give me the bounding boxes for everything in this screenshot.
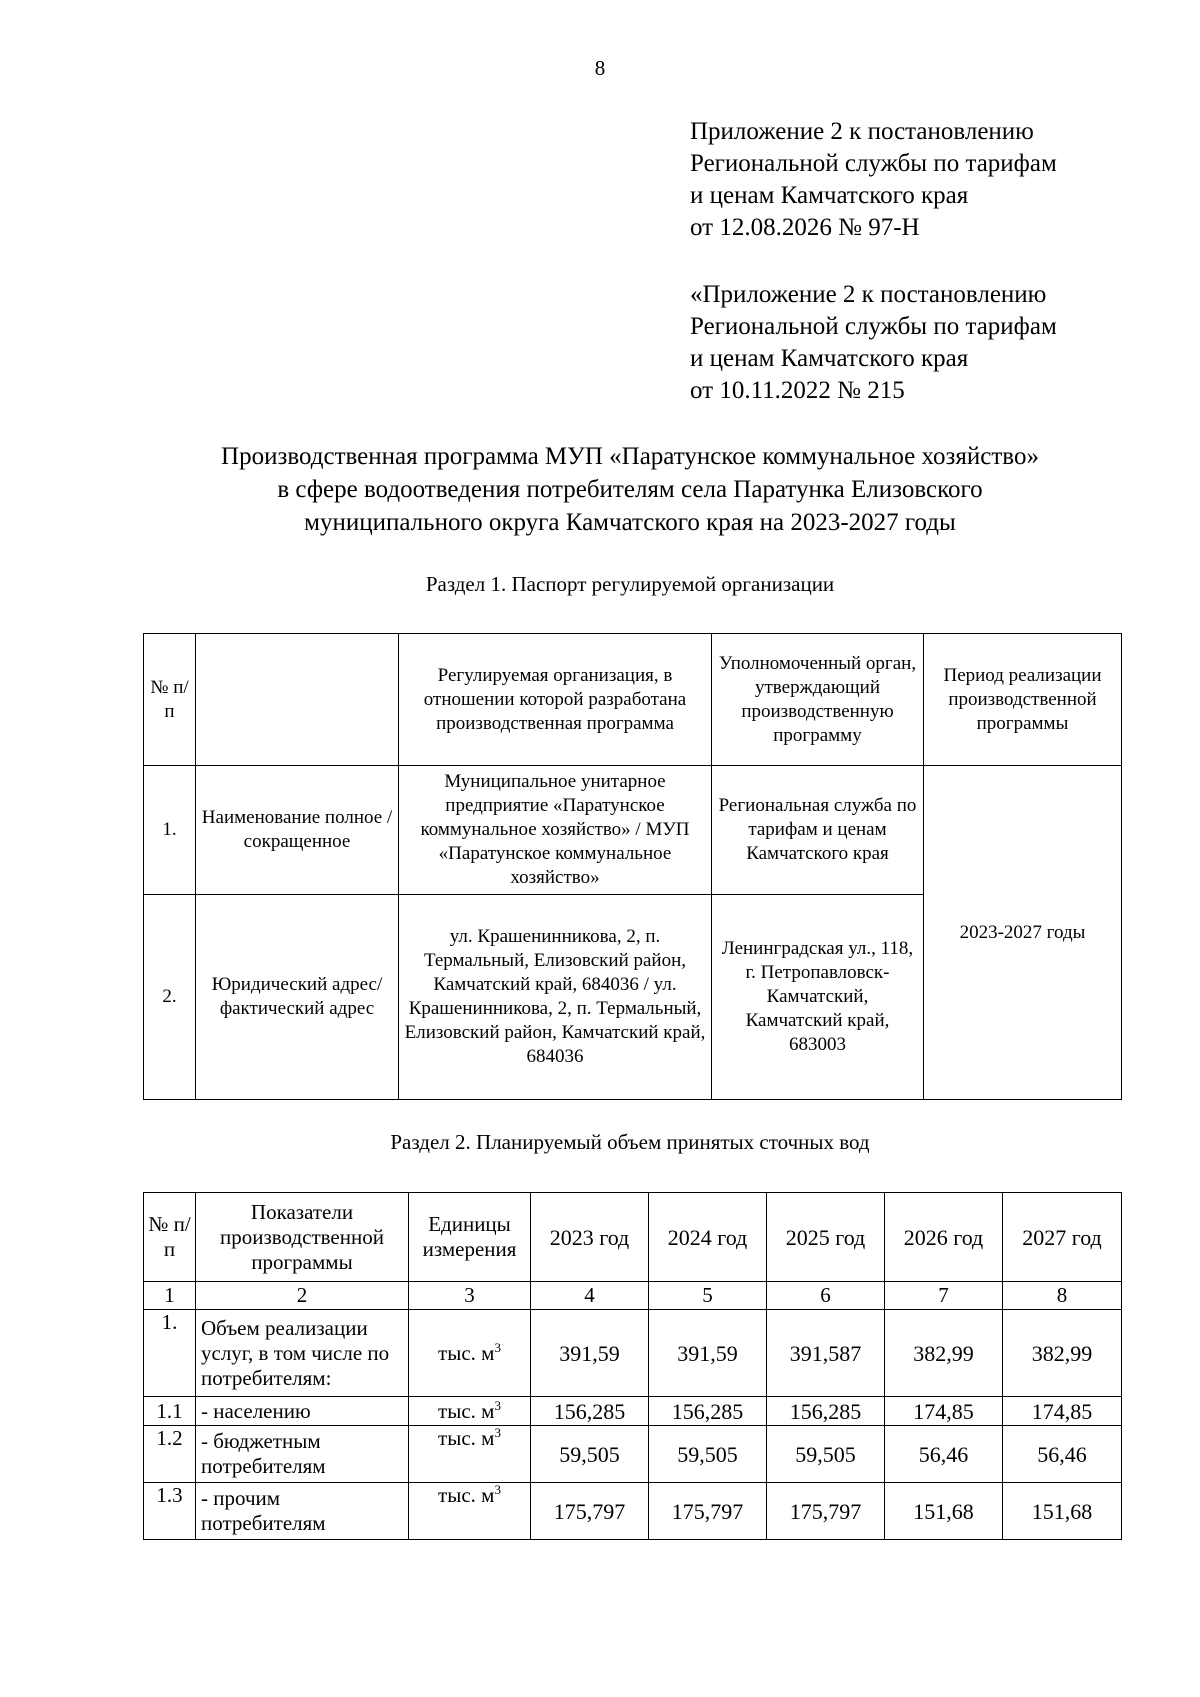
row-value: 391,59 [531,1310,649,1397]
appendix-header-old [690,279,1057,407]
row-value: 59,505 [531,1426,649,1483]
document-title [100,440,1160,539]
row-value: 56,46 [1003,1426,1122,1483]
appendix-line: Региональной службы по тарифам [690,313,1057,340]
column-number: 6 [767,1282,885,1310]
table-header-row [144,634,1122,766]
table-row [144,1397,1122,1426]
row-value: 156,285 [649,1397,767,1426]
row-value: 156,285 [531,1397,649,1426]
row-indicator: - прочим потребителям [196,1483,409,1540]
unit-sup: 3 [494,1339,501,1355]
row-num: 1. [144,1310,196,1397]
row-value: 156,285 [767,1397,885,1426]
header-indicator: Показатели производственной программы [196,1193,409,1282]
row-value: 151,68 [885,1483,1003,1540]
row-unit [409,1426,531,1483]
column-number: 7 [885,1282,1003,1310]
header-unit: Единицы измерения [409,1193,531,1282]
row-unit [409,1397,531,1426]
title-line: муниципального округа Камчатского края на 2023-2027 годы [304,509,956,536]
unit-sup: 3 [494,1482,501,1497]
row-indicator: Объем реализации услуг, в том числе по потребителям: [196,1310,409,1397]
header-num: № п/п [144,1193,196,1282]
header-authority: Уполномоченный орган, утверждающий производственную программу [712,634,924,766]
unit-text: тыс. м [438,1426,495,1450]
section2-title: Раздел 2. Планируемый объем принятых сточных вод [390,1130,870,1154]
unit-text: тыс. м [438,1398,495,1423]
header-empty [196,634,399,766]
row-value: 175,797 [531,1483,649,1540]
row-value: 382,99 [1003,1310,1122,1397]
column-number: 4 [531,1282,649,1310]
row-value: 391,587 [767,1310,885,1397]
unit-sup: 3 [494,1425,501,1440]
row-indicator: - бюджетным потребителям [196,1426,409,1483]
header-period: Период реализации производственной программы [924,634,1122,766]
volume-table [143,1192,1122,1540]
table-row [144,1426,1122,1483]
column-number: 3 [409,1282,531,1310]
unit-text: тыс. м [438,1483,495,1507]
row-value: 175,797 [649,1483,767,1540]
row-org: ул. Крашенинникова, 2, п. Термальный, Елизовский район, Камчатский край, 684036 / ул. Крашенинникова, 2, п. Термальный, Елизовский район, Камчатский край, 684036 [399,895,712,1100]
row-value: 59,505 [649,1426,767,1483]
row-value: 174,85 [885,1397,1003,1426]
column-number: 8 [1003,1282,1122,1310]
row-value: 391,59 [649,1310,767,1397]
table-row [144,766,1122,895]
row-label: Юридический адрес/фактический адрес [196,895,399,1100]
row-org: Муниципальное унитарное предприятие «Паратунское коммунальное хозяйство» / МУП «Паратунское коммунальное хозяйство» [399,766,712,895]
row-value: 151,68 [1003,1483,1122,1540]
passport-table [143,633,1122,1100]
header-year: 2023 год [531,1193,649,1282]
column-number: 2 [196,1282,409,1310]
row-unit [409,1310,531,1397]
row-value: 59,505 [767,1426,885,1483]
title-line: Производственная программа МУП «Паратунское коммунальное хозяйство» [221,443,1039,470]
appendix-line: и ценам Камчатского края [690,182,969,209]
unit-text: тыс. м [438,1340,495,1365]
table-row [144,1310,1122,1397]
appendix-line: и ценам Камчатского края [690,345,969,372]
row-authority: Ленинградская ул., 118, г. Петропавловск-Камчатский, Камчатский край, 683003 [712,895,924,1100]
header-num: № п/п [144,634,196,766]
appendix-line: Приложение 2 к постановлению [690,118,1034,145]
table-row [144,1483,1122,1540]
row-value: 175,797 [767,1483,885,1540]
row-value: 56,46 [885,1426,1003,1483]
row-num: 1.1 [144,1397,196,1426]
unit-sup: 3 [494,1397,501,1413]
header-year: 2026 год [885,1193,1003,1282]
row-num: 1.3 [144,1483,196,1540]
row-num: 1.2 [144,1426,196,1483]
title-line: в сфере водоотведения потребителям села Паратунка Елизовского [277,476,983,503]
row-value: 382,99 [885,1310,1003,1397]
row-unit [409,1483,531,1540]
column-number-row [144,1282,1122,1310]
row-authority: Региональная служба по тарифам и ценам Камчатского края [712,766,924,895]
period-cell: 2023-2027 годы [924,766,1122,1100]
header-org: Регулируемая организация, в отношении которой разработана производственная программа [399,634,712,766]
table-header-row [144,1193,1122,1282]
row-value: 174,85 [1003,1397,1122,1426]
row-label: Наименование полное / сокращенное [196,766,399,895]
header-year: 2024 год [649,1193,767,1282]
appendix-header-new [690,116,1057,244]
row-num: 1. [144,766,196,895]
header-year: 2027 год [1003,1193,1122,1282]
page-number: 8 [594,56,606,80]
appendix-line: «Приложение 2 к постановлению [690,281,1047,308]
section1-title: Раздел 1. Паспорт регулируемой организации [425,572,835,596]
appendix-line: Региональной службы по тарифам [690,150,1057,177]
appendix-line: от 10.11.2022 № 215 [690,377,905,404]
column-number: 1 [144,1282,196,1310]
appendix-line: от 12.08.2026 № 97-Н [690,214,920,241]
row-indicator: - населению [196,1397,409,1426]
row-num: 2. [144,895,196,1100]
header-year: 2025 год [767,1193,885,1282]
column-number: 5 [649,1282,767,1310]
